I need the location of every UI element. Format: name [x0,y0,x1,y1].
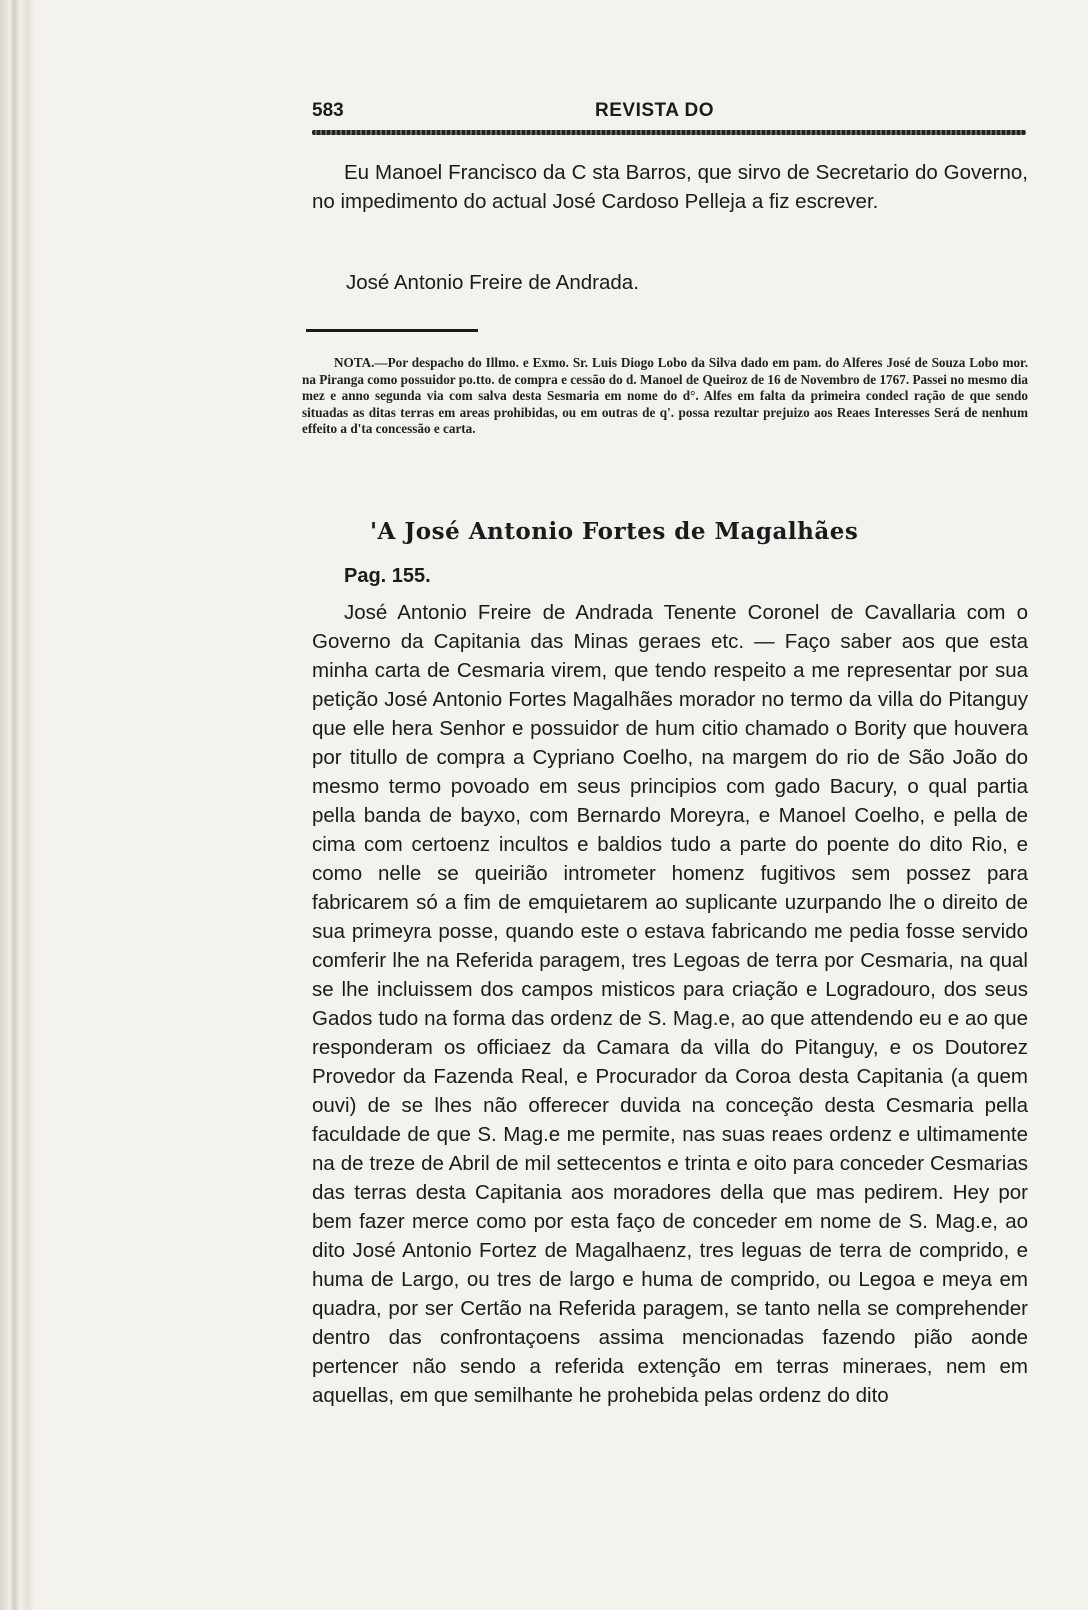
signature: José Antonio Freire de Andrada. [346,271,639,294]
page-number: 583 [312,100,344,121]
secretary-paragraph: Eu Manoel Francisco da C sta Barros, que sirvo de Secretario do Governo, no impedimento do actual José Cardoso Pelleja a fiz escrever. [312,161,1028,213]
body-paragraph: José Antonio Freire de Andrada Tenente Coronel de Cavallaria com o Governo da Capitania das Minas geraes etc. — Faço saber aos que esta minha carta de Cesmaria virem, que tendo respeito a me representar por sua petição José Antonio Fortes Magalhães morador no termo da villa do Pitanguy que elle hera Senhor e possuidor de hum citio chamado o Bority que houvera por titullo de compra a Cypriano Coelho, na margem do rio de São João do mesmo termo povoado em seus principios com gado Bacury, o qual partia pella banda de bayxo, com Bernardo Moreyra, e Manoel Coelho, e pella de cima com certoenz incultos e baldios tudo a parte do poente do dito Rio, e como nelle se queirião intrometer homenz fugitivos sem possez para fabricarem só a fim de emquietarem ao suplicante uzurpando lhe o direito de sua primeyra posse, quando este o estava fabricando me pedia fosse servido comferir lhe na Referida paragem, tres Legoas de terra por Cesmaria, na qual se lhe incluissem dos campos misticos para criação e Logradouro, dos seus Gados tudo na forma das ordenz de S. Mag.e, ao que attendendo eu e ao que responderam os officiaez da Camara da villa do Pitanguy, e os Doutorez Provedor da Fazenda Real, e Procurador da Coroa desta Capitania (a quem ouvi) de se lhes não offerecer duvida na conceção desta Cesmaria pella faculdade de que S. Mag.e me permite, nas suas reaes ordenz e ultimamente na de treze de Abril de mil settecentos e trinta e oito para conceder Cesmarias das terras desta Capitania aos moradores della que mas pedirem. Hey por bem fazer merce como por esta faço de conceder em nome de S. Mag.e, ao dito José Antonio Fortez de Magalhaenz, tres leguas de terra de comprido, e huma de Largo, ou tres de largo e huma de comprido, ou Legoa e meya em quadra, por ser Certão na Referida paragem, se tanto nella se comprehender dentro das confrontaçoens assima mencionadas fazendo pião aonde pertencer não sendo a referida extenção em terras mineraes, nem em aquellas, em que semilhante he prohebida pelas ordenz do dito [312,601,1028,1407]
footnote-divider [306,329,478,332]
section-title: 'A José Antonio Fortes de Magalhães [370,518,859,545]
header-rule [312,130,1026,135]
page-header [312,100,1032,130]
page-reference: Pag. 155. [344,565,431,587]
running-title: REVISTA DO [595,100,715,121]
nota-footnote: NOTA.—Por despacho do Illmo. e Exmo. Sr. Luis Diogo Lobo da Silva dado em pam. do Alferes José de Souza Lobo mor. na Piranga como possuidor po.tto. de compra e cessão do d. Manoel de Queiroz de 16 de Novembro de 1767. Passei no mesmo dia mez e anno segunda via com salva desta Sesmaria em nome do d°. Alfes em falta da primeira condecl ração de que sendo situadas as ditas terras em areas prohibidas, ou em outras de q'. possa rezultar prejuizo aos Reaes Interesses Será de nenhum effeito a d'ta concessão e carta. [302,355,1028,437]
